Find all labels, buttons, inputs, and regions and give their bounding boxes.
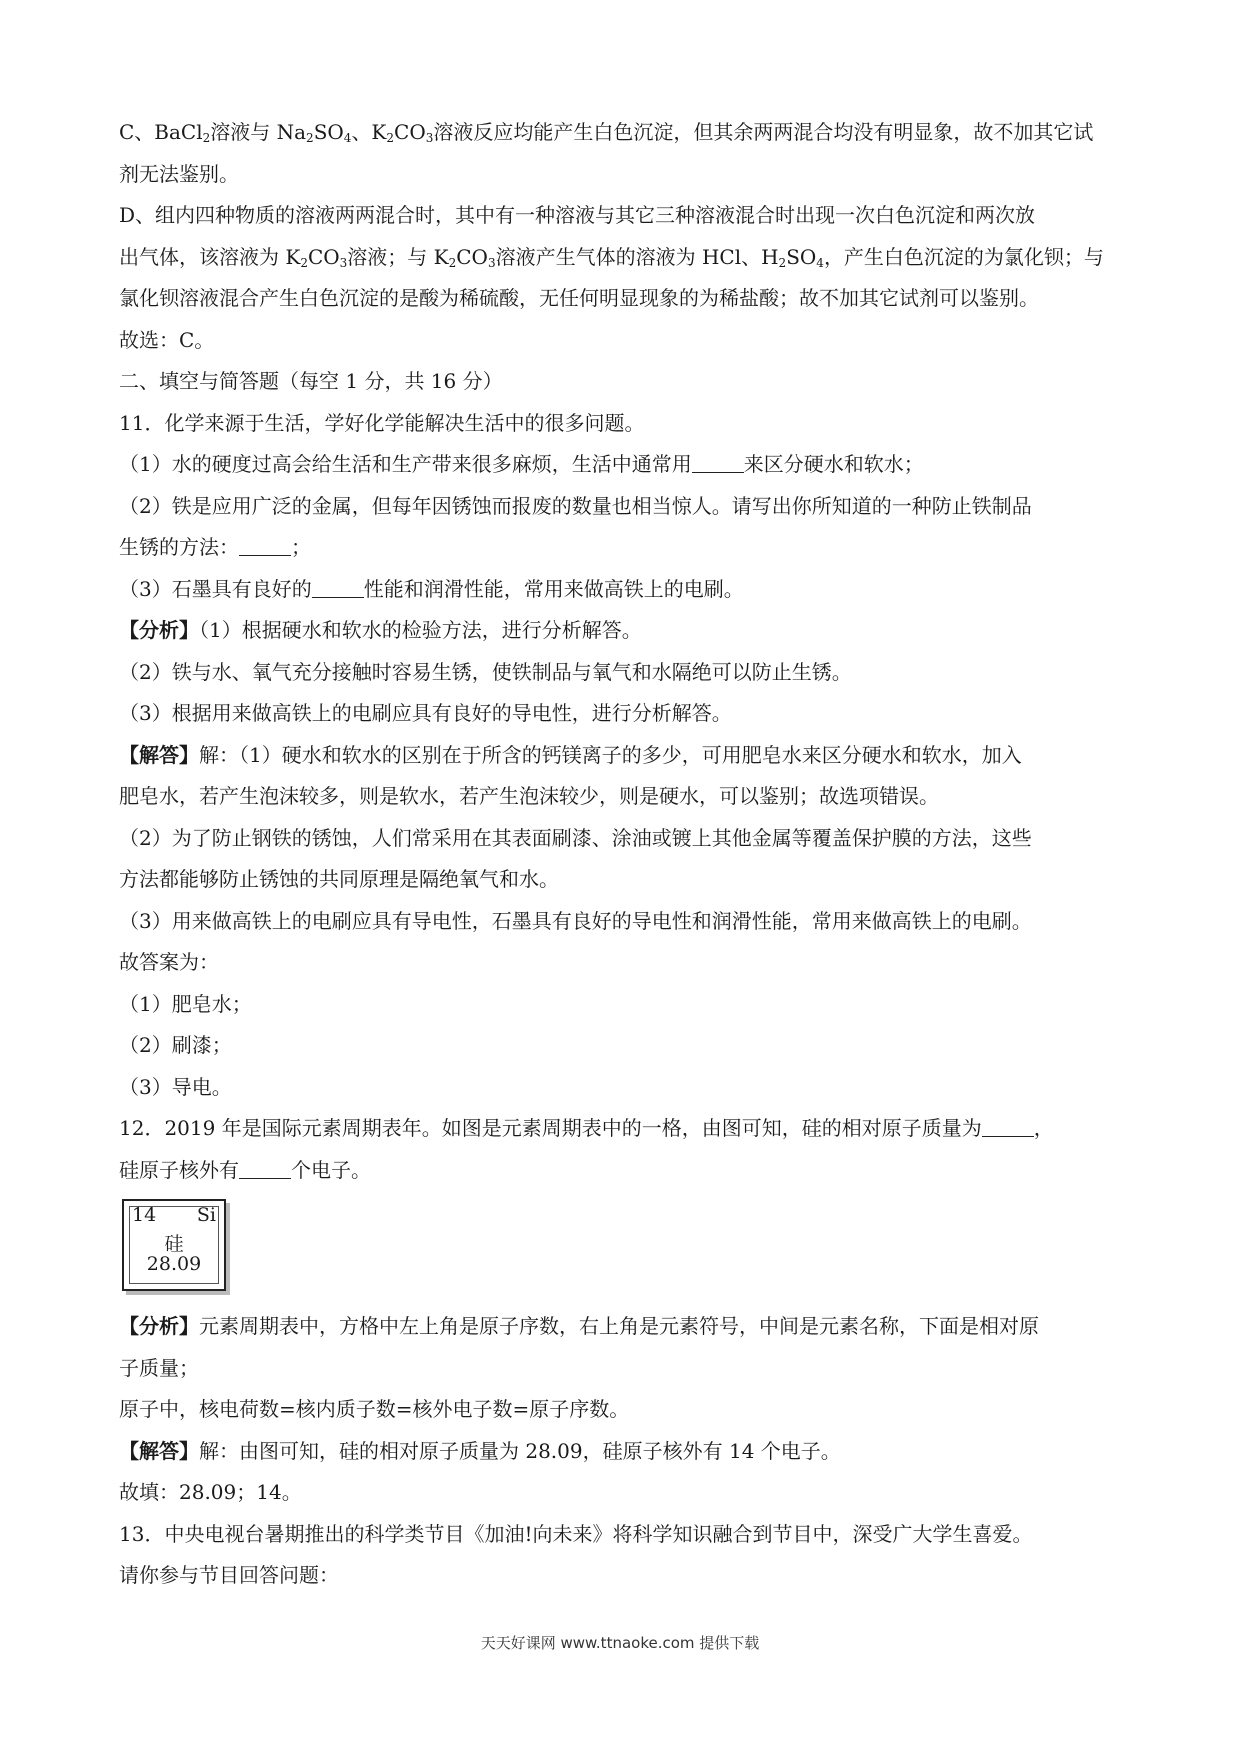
text-line: 原子中，核电荷数=核内质子数=核外电子数=原子序数。 xyxy=(119,1397,630,1421)
answer-blank xyxy=(692,452,744,473)
question-13: 13．中央电视台暑期推出的科学类节目《加油!向未来》将科学知识融合到节目中，深受广大学生喜爱。 xyxy=(119,1521,1033,1546)
text-line: （2）铁与水、氧气充分接触时容易生锈，使铁制品与氧气和水隔绝可以防止生锈。 xyxy=(119,659,852,684)
text-line: C、BaCl$_2$溶液与 $Na_2SO_4$、$K_2CO_3$溶液反应均能产生白色沉淀，但其余两两混合均没有明显象，故不加其它试 xyxy=(119,120,1094,145)
text-line: 请你参与节目回答问题： xyxy=(119,1563,339,1587)
text-line: 【分析】（1）根据硬水和软水的检验方法，进行分析解答。 xyxy=(119,618,642,642)
text-line: （2）刷漆； xyxy=(119,1033,232,1057)
text-line: 剂无法鉴别。 xyxy=(119,161,239,186)
answer-blank xyxy=(982,1116,1034,1137)
text-line: （2）铁是应用广泛的金属，但每年因锈蚀而报废的数量也相当惊人。请写出你所知道的一种防止铁制品 xyxy=(119,493,1032,518)
text-line: （3）石墨具有良好的 性能和润滑性能，常用来做高铁上的电刷。 xyxy=(119,576,744,601)
text-line: 子质量； xyxy=(119,1355,199,1380)
question-12: 12．2019 年是国际元素周期表年。如图是元素周期表中的一格，由图可知，硅的相对原子质量为 ， xyxy=(119,1116,1054,1140)
text-line: （1）肥皂水； xyxy=(119,991,252,1016)
text-line: 方法都能够防止锈蚀的共同原理是隔绝氧气和水。 xyxy=(119,867,559,891)
text-line: 出气体，该溶液为 $K_2CO_3$溶液；与 $K_2CO_3$溶液产生气体的溶液为 HCl、$H_2SO_4$，产生白色沉淀的为氯化钡；与 xyxy=(119,244,1104,270)
periodic-table-cell xyxy=(122,1199,226,1291)
text-line: 故选：C。 xyxy=(119,327,215,352)
text-line: （3）用来做高铁上的电刷应具有导电性，石墨具有良好的导电性和润滑性能，常用来做高铁上的电刷。 xyxy=(119,908,1032,933)
text-line: 肥皂水，若产生泡沫较多，则是软水，若产生泡沫较少，则是硬水，可以鉴别；故选项错误。 xyxy=(119,784,939,808)
text-line: 氯化钡溶液混合产生白色沉淀的是酸为稀硫酸，无任何明显现象的为稀盐酸；故不加其它试剂可以鉴别。 xyxy=(119,286,1039,310)
text-line: 硅原子核外有 个电子。 xyxy=(119,1157,371,1182)
text-line: 【分析】元素周期表中，方格中左上角是原子序数，右上角是元素符号，中间是元素名称，下面是相对原 xyxy=(119,1314,1039,1338)
text-line: （2）为了防止钢铁的锈蚀，人们常采用在其表面刷漆、涂油或镀上其他金属等覆盖保护膜的方法，这些 xyxy=(119,825,1032,850)
answer-blank xyxy=(312,577,364,598)
atomic-mass: 28.09 xyxy=(146,1253,202,1275)
text-line: 【解答】解：（1）硬水和软水的区别在于所含的钙镁离子的多少，可用肥皂水来区分硬水和软水，加入 xyxy=(119,742,1022,767)
element-name: 硅 xyxy=(164,1233,184,1255)
element-figure xyxy=(119,1191,1129,1306)
document-page xyxy=(119,112,1129,1597)
text-line: （3）根据用来做高铁上的电刷应具有良好的导电性，进行分析解答。 xyxy=(119,701,732,725)
text-line: （3）导电。 xyxy=(119,1074,232,1099)
text-line: 生锈的方法： ； xyxy=(119,535,311,559)
text-line: 【解答】解：由图可知，硅的相对原子质量为 28.09，硅原子核外有 14 个电子。 xyxy=(119,1438,841,1463)
question-11: 11．化学来源于生活，学好化学能解决生活中的很多问题。 xyxy=(119,410,645,435)
text-line: （1）水的硬度过高会给生活和生产带来很多麻烦，生活中通常用 来区分硬水和软水； xyxy=(119,452,924,476)
element-symbol: Si xyxy=(196,1204,216,1226)
atomic-number: 14 xyxy=(132,1204,157,1226)
page-footer: 天天好课网 www.ttnaoke.com 提供下载 xyxy=(480,1634,760,1652)
text-line: 故填：28.09；14。 xyxy=(119,1480,302,1504)
text-line: D、组内四种物质的溶液两两混合时，其中有一种溶液与其它三种溶液混合时出现一次白色沉淀和两次放 xyxy=(119,203,1036,227)
answer-blank xyxy=(239,1158,291,1179)
text-line: 故答案为： xyxy=(119,950,219,974)
answer-blank xyxy=(239,535,291,556)
section-heading: 二、填空与简答题（每空 1 分，共 16 分） xyxy=(119,369,503,393)
